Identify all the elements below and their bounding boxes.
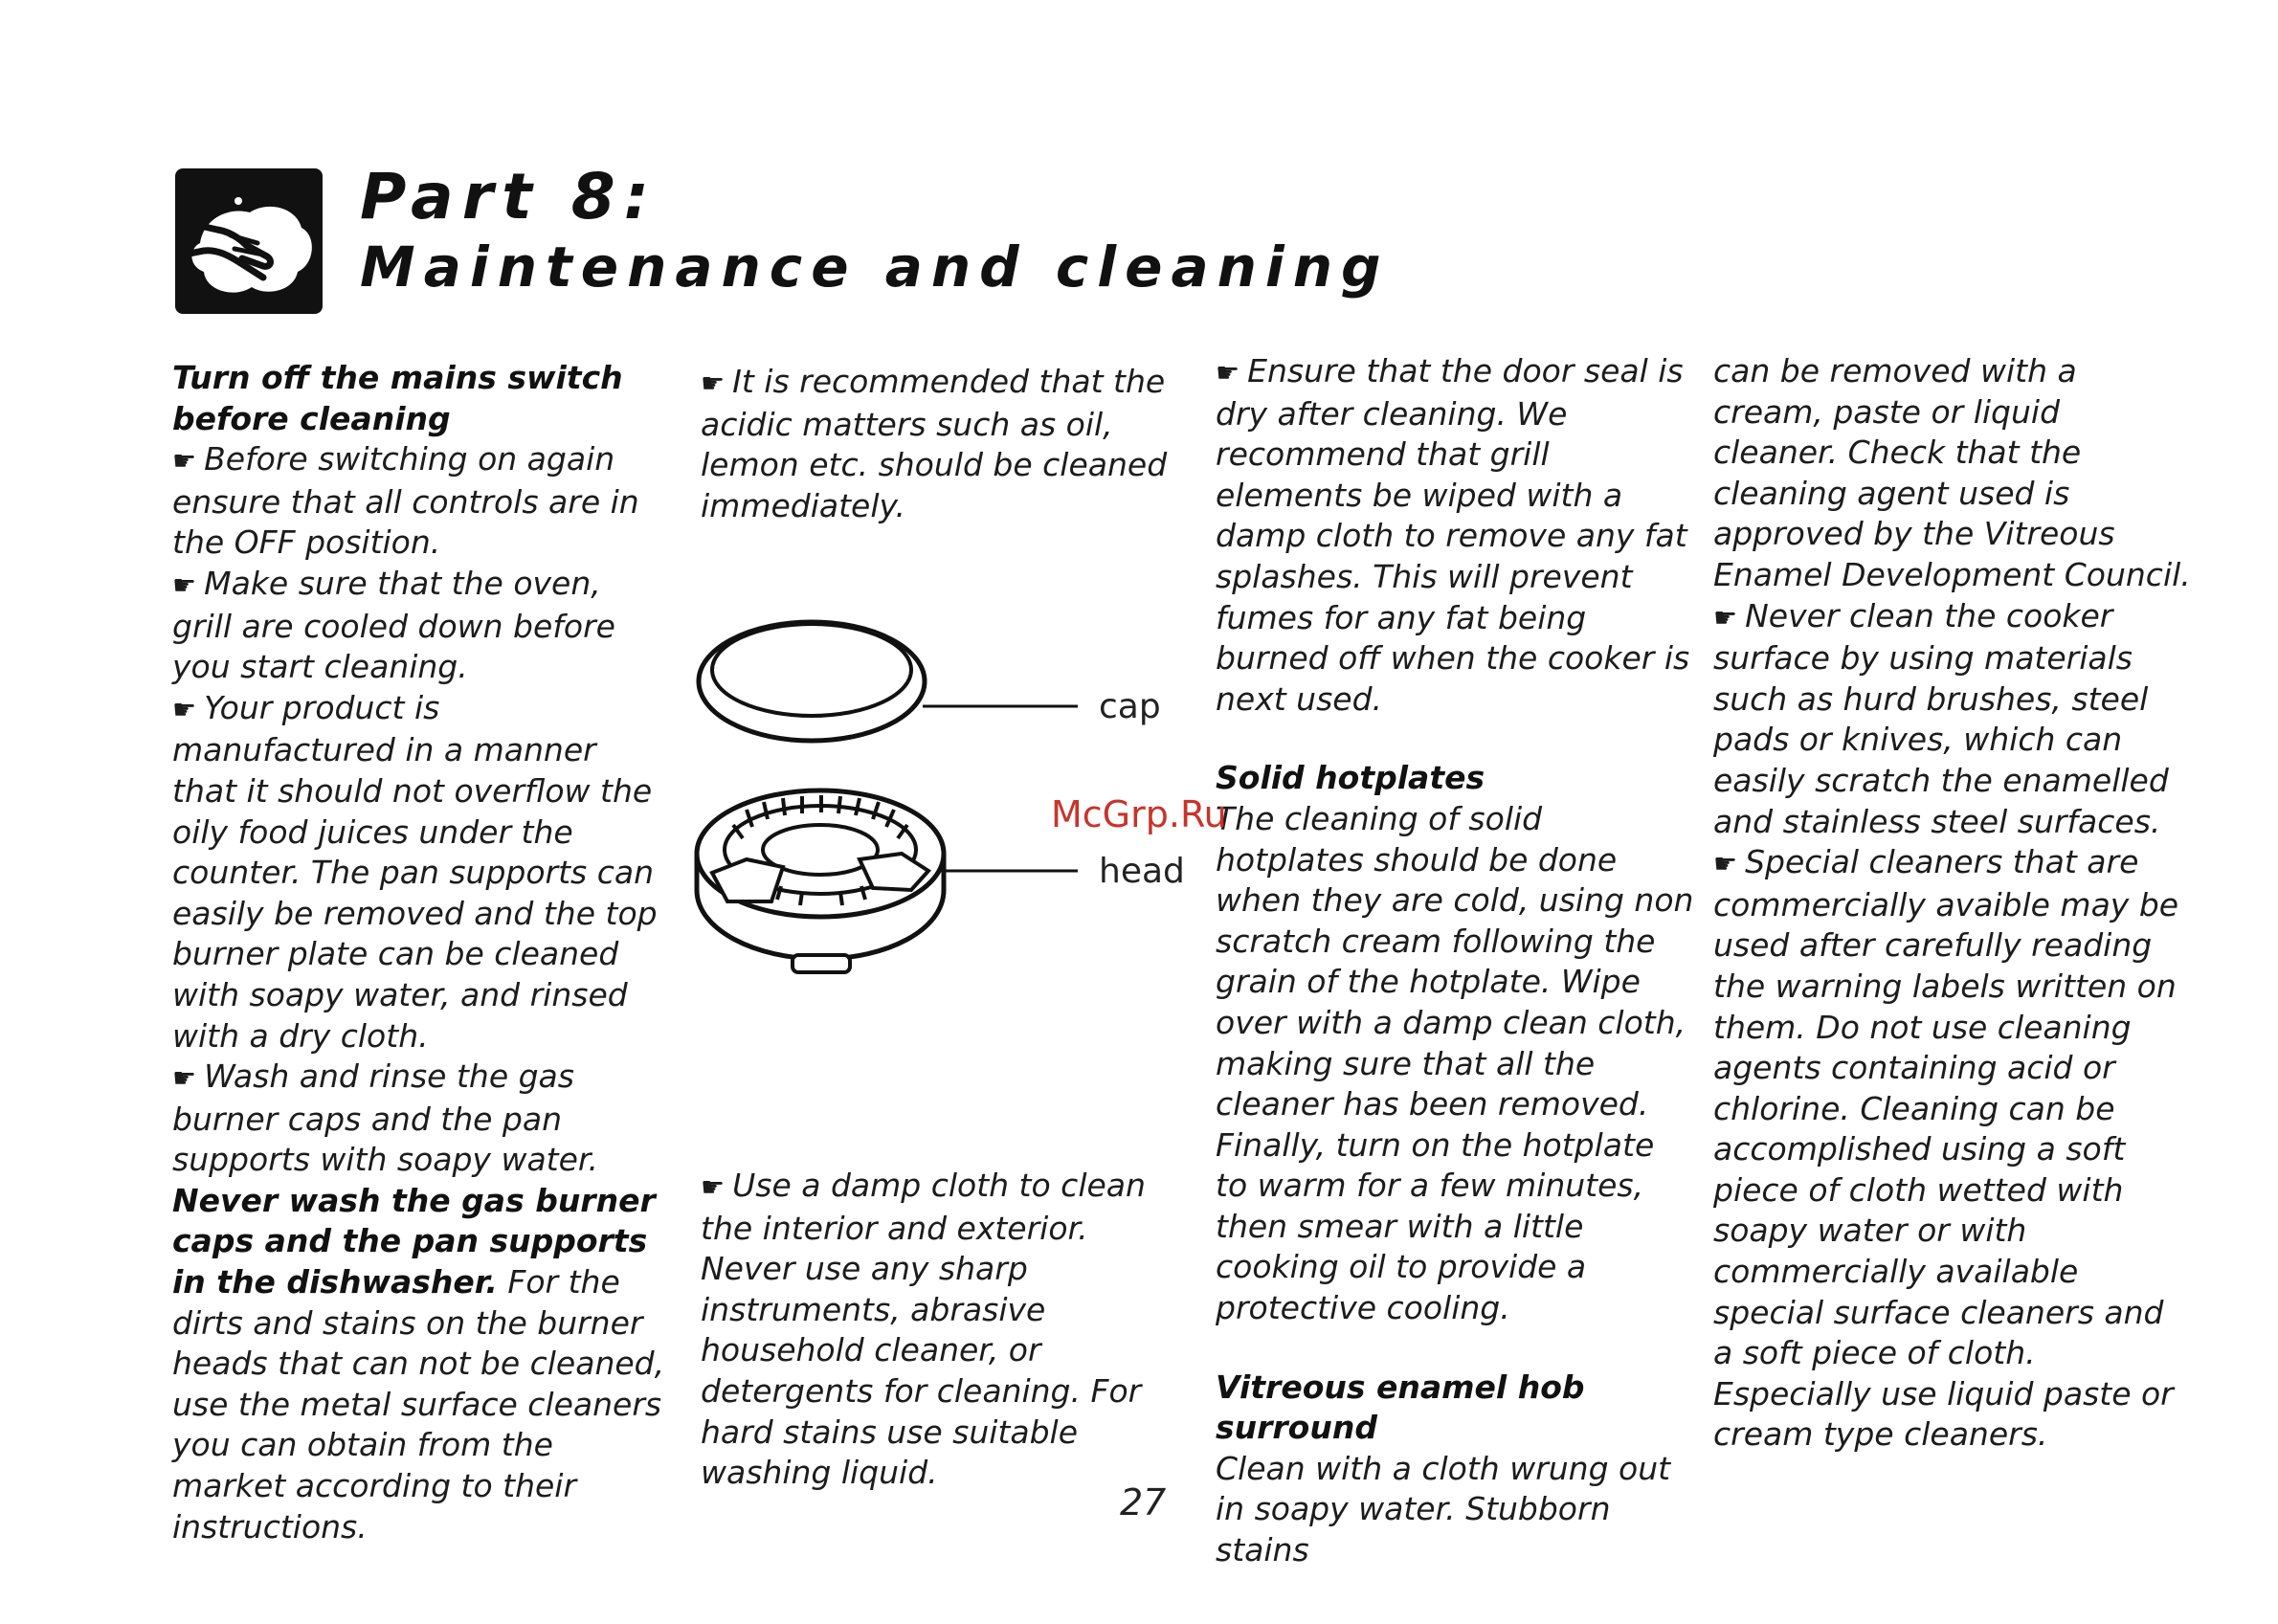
list-item: ☛ Special cleaners that are commercially avaible may be used after carefully reading the warning labels written on them. Do not use cleaning agents containing acid or chlorine. Cleaning can be accomplished using a soft piece of cloth wetted with soapy water or with commercially available special surface cleaners and a soft piece of cloth. Especially use liquid paste or cream type cleaners. xyxy=(1713,843,2179,1454)
list-item: ☛ Never clean the cooker surface by using materials such as hurd brushes, steel pads or knives, which can easily scratch the enamelled and stainless steel surfaces. xyxy=(1713,596,2169,840)
hands-washing-icon xyxy=(175,168,323,314)
pointing-hand-icon: ☛ xyxy=(1713,601,1738,634)
list-item: ☛ Before switching on again ensure that all controls are in the OFF position. xyxy=(172,440,639,562)
pointing-hand-icon: ☛ xyxy=(701,367,726,399)
pointing-hand-icon: ☛ xyxy=(1216,357,1240,389)
list-item: ☛ Ensure that the door seal is dry after cleaning. We recommend that grill elements be wiped with a damp cloth to remove any fat splashes. This will prevent fumes for any fat being burned off when the cooker is next used. xyxy=(1216,352,1690,718)
paragraph: The cleaning of solid hotplates should be done when they are cold, using non scratch cream following the grain of the hotplate. Wipe over with a damp clean cloth, making sure that all the cleaner has been removed. Finally, turn on the hotplate to warm for a few minutes, then smear with a little cooking oil to provide a protective cooling. xyxy=(1216,799,1694,1327)
column-2-top xyxy=(701,362,1170,526)
section-heading: Solid hotplates xyxy=(1216,759,1485,797)
paragraph: Clean with a cloth wrung out in soapy water. Stubborn stains xyxy=(1216,1449,1671,1569)
warning-text: Never wash the gas burner caps and the pan supports in the dishwasher. xyxy=(172,1181,656,1301)
pointing-hand-icon: ☛ xyxy=(172,693,197,725)
paragraph: can be removed with a cream, paste or liquid cleaner. Check that the cleaning agent used is approved by the Vitreous Enamel Development Council. xyxy=(1713,352,2191,593)
pointing-hand-icon: ☛ xyxy=(172,568,197,601)
column-4 xyxy=(1713,351,2192,1456)
section-heading: Turn off the mains switch before cleaning xyxy=(172,359,623,437)
cap-label: cap xyxy=(1099,687,1161,726)
column-3 xyxy=(1216,351,1694,1571)
list-item: ☛ Make sure that the oven, grill are cooled down before you start cleaning. xyxy=(172,564,615,686)
list-item: ☛ It is recommended that the acidic matters such as oil, lemon etc. should be cleaned immediately. xyxy=(701,363,1168,524)
section-heading: Vitreous enamel hob surround xyxy=(1216,1368,1585,1447)
watermark: McGrp.Ru xyxy=(1051,793,1227,835)
page-title: Maintenance and cleaning xyxy=(360,234,1390,300)
column-1 xyxy=(172,358,670,1547)
pointing-hand-icon: ☛ xyxy=(701,1171,726,1203)
page-number: 27 xyxy=(1120,1481,1167,1524)
list-item: ☛ Wash and rinse the gas burner caps and the pan supports with soapy water. Never wash the gas burner caps and the pan supports in the dishwasher. For the dirts and stains on the burner heads that can not be cleaned, use the metal surface cleaners you can obtain from the market according to their instructions. xyxy=(172,1057,665,1546)
part-number: Part 8: xyxy=(360,160,659,234)
pointing-hand-icon: ☛ xyxy=(172,445,197,478)
list-item: ☛ Your product is manufactured in a manner that it should not overflow the oily food juices under the counter. The pan supports can easily be removed and the top burner plate can be cleaned with soapy water, and rinsed with a dry cloth. xyxy=(172,688,658,1055)
list-item: ☛ Use a damp cloth to clean the interior and exterior. Never use any sharp instruments, abrasive household cleaner, or detergents for cleaning. For hard stains use suitable washing liquid. xyxy=(701,1167,1146,1492)
column-2-bottom xyxy=(701,1166,1170,1494)
pointing-hand-icon: ☛ xyxy=(1713,848,1738,880)
head-label: head xyxy=(1099,852,1185,891)
pointing-hand-icon: ☛ xyxy=(172,1062,197,1095)
